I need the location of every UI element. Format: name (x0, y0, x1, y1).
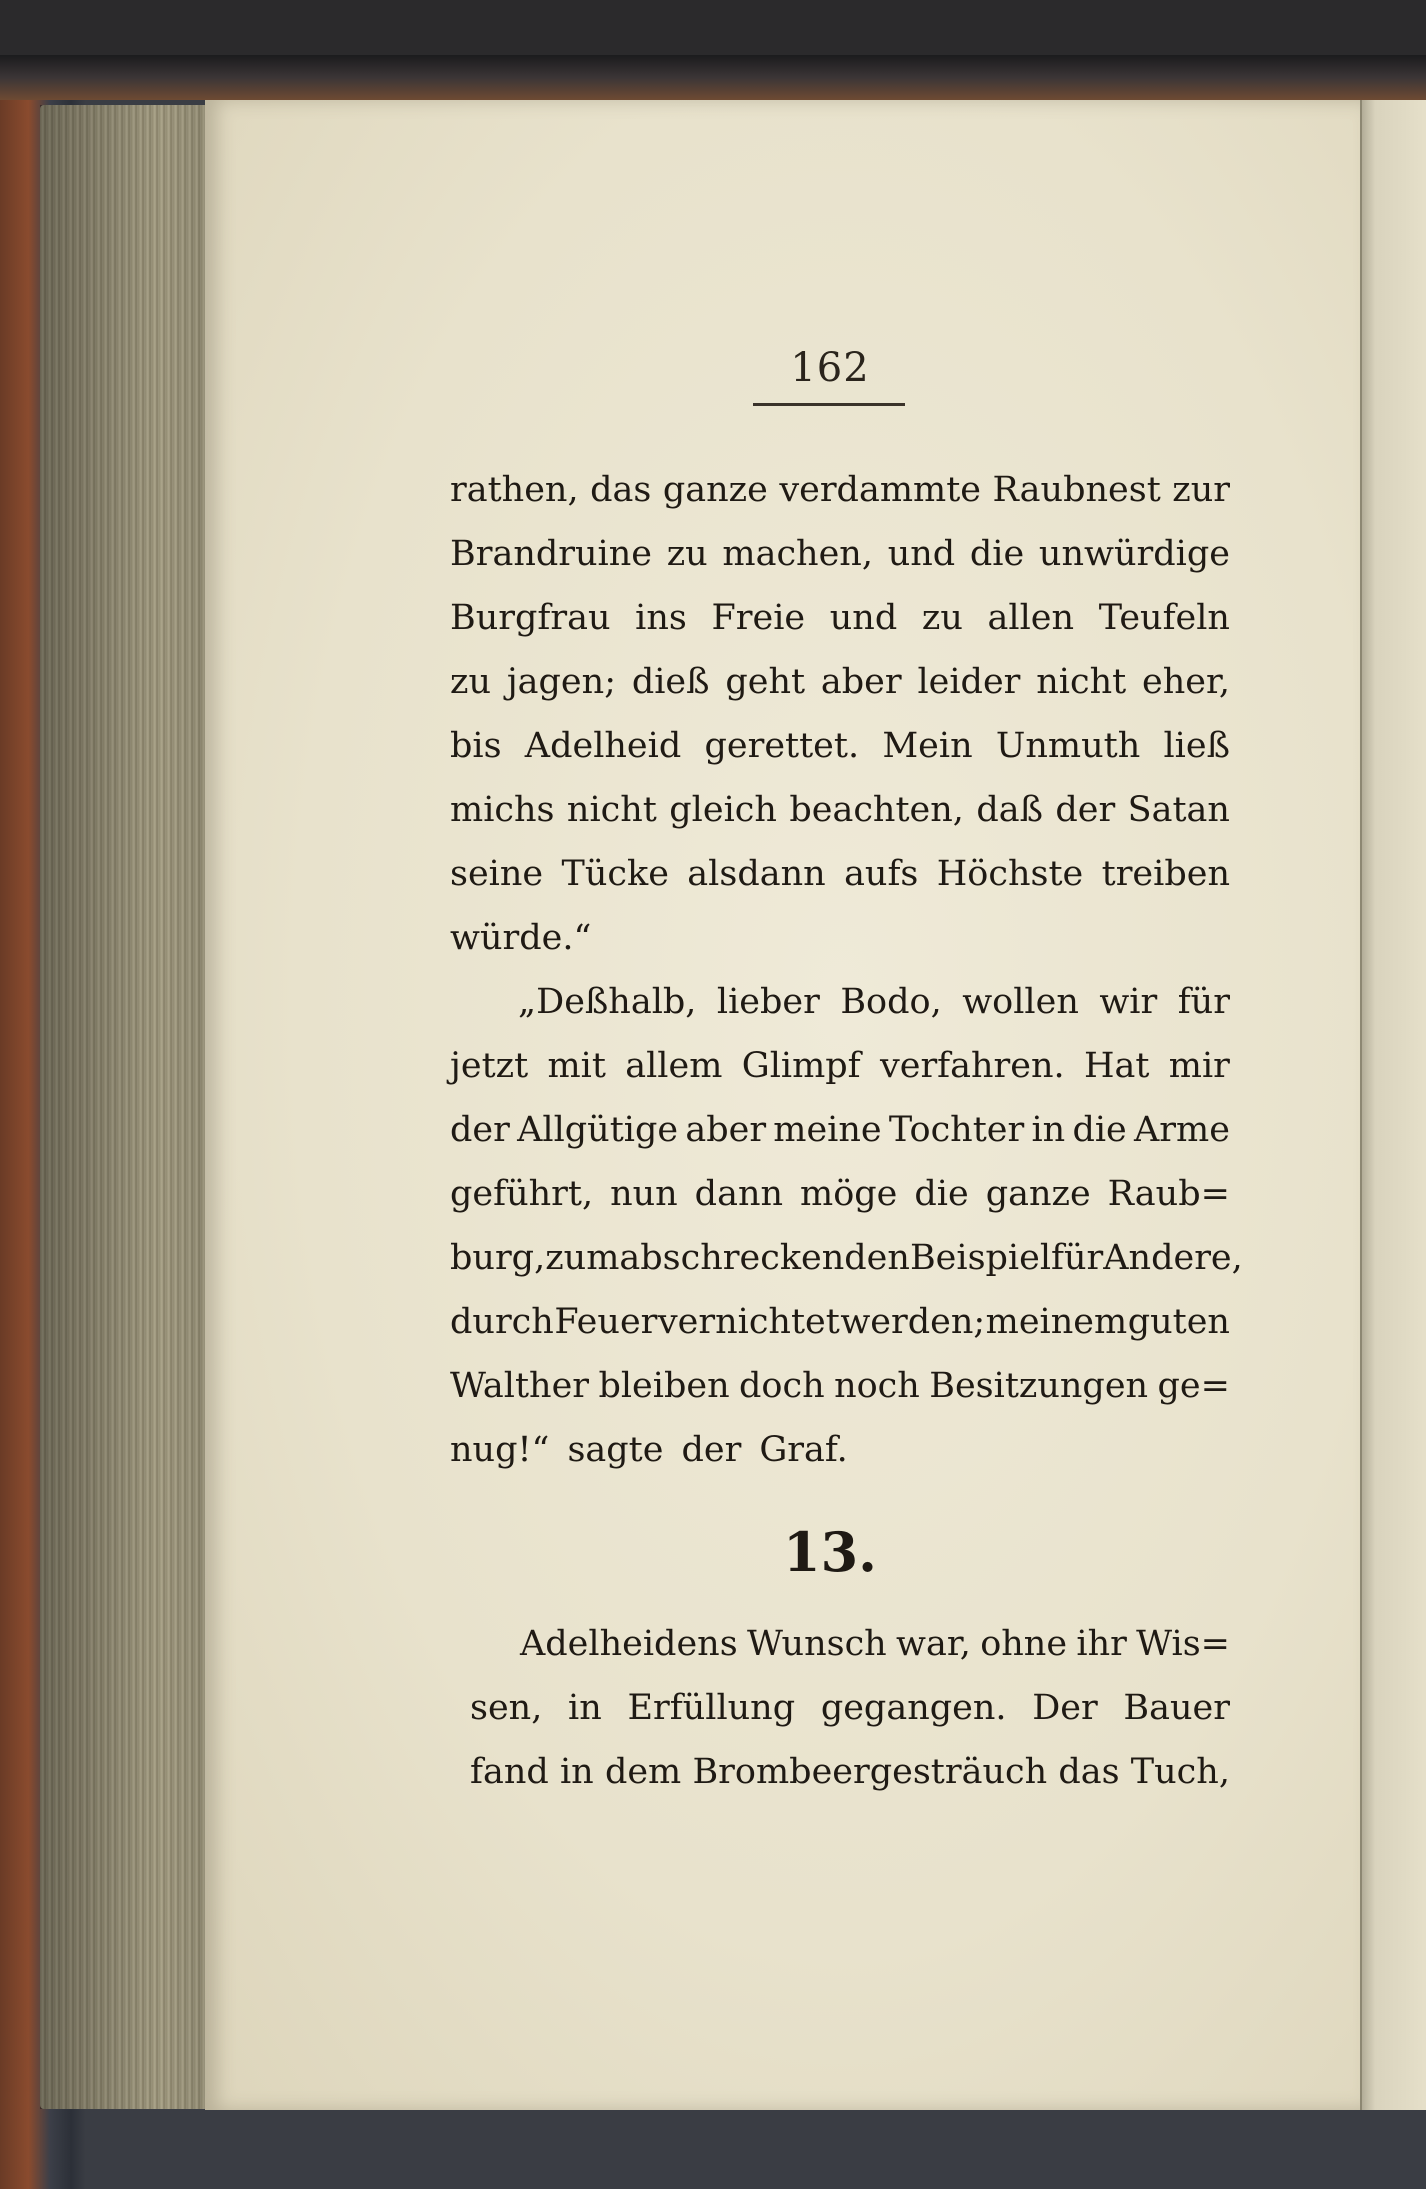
word: Glimpf (741, 1046, 861, 1086)
word: Andere, (1103, 1238, 1243, 1278)
word: guten (1127, 1302, 1230, 1342)
chapter-heading: 13. (783, 1520, 877, 1584)
word: verdammte (779, 470, 981, 510)
word: Burgfrau (450, 598, 611, 638)
word: ohne (980, 1624, 1068, 1664)
word: mit (547, 1046, 606, 1086)
word: allen (987, 598, 1075, 638)
page-number: 162 (790, 345, 870, 391)
text-line (450, 970, 1230, 1034)
word: zu (921, 598, 963, 638)
word: michs (450, 790, 555, 830)
word: werden; (840, 1302, 986, 1342)
text-line (450, 778, 1230, 842)
word: Hat (1084, 1046, 1150, 1086)
word: Adelheid (524, 726, 682, 766)
word: bis (450, 726, 502, 766)
word: geführt, (450, 1174, 594, 1214)
paragraph-1 (450, 458, 1230, 970)
word: sen, (470, 1688, 543, 1728)
word: Graf. (759, 1430, 848, 1470)
word: wollen (962, 982, 1079, 1022)
word: nicht (1036, 662, 1127, 702)
text-line (450, 1290, 1230, 1354)
word: für (1177, 982, 1230, 1022)
word: abschreckenden (619, 1238, 910, 1278)
word: die (914, 1174, 969, 1214)
word: machen, (722, 534, 873, 574)
word: zu (666, 534, 708, 574)
word: jetzt (450, 1046, 529, 1086)
word: ganze (662, 470, 768, 510)
word: Der (1032, 1688, 1098, 1728)
word: der (681, 1430, 742, 1470)
text-line (470, 1740, 1230, 1804)
word: leider (917, 662, 1021, 702)
word: Unmuth (995, 726, 1141, 766)
word: daß (976, 790, 1043, 830)
word: „Deßhalb, (518, 982, 697, 1022)
word: und (887, 534, 956, 574)
word: Brandruine (450, 534, 652, 574)
body-text (450, 458, 1243, 1482)
word: möge (800, 1174, 898, 1214)
text-line (450, 1162, 1230, 1226)
word: Freie (711, 598, 806, 638)
word: gerettet. (704, 726, 860, 766)
word: unwürdige (1038, 534, 1230, 574)
text-line (450, 1034, 1230, 1098)
text-line (450, 906, 1230, 970)
word: ge= (1157, 1366, 1230, 1406)
word: Tücke (561, 854, 669, 894)
word: dann (694, 1174, 784, 1214)
word: Satan (1127, 790, 1230, 830)
book-top-edge (0, 55, 1426, 100)
word: dieß (631, 662, 710, 702)
word: verfahren. (879, 1046, 1065, 1086)
word: Wis= (1136, 1624, 1230, 1664)
word: Walther (450, 1366, 590, 1406)
word: burg, (450, 1238, 546, 1278)
word: seine (450, 854, 544, 894)
word: Tuch, (1130, 1752, 1230, 1792)
word: Mein (882, 726, 973, 766)
word: die (969, 534, 1025, 574)
word: Raub= (1107, 1174, 1230, 1214)
word: Bauer (1123, 1688, 1230, 1728)
text-line (450, 1098, 1230, 1162)
word: sagte (567, 1430, 664, 1470)
word: ihr (1076, 1624, 1127, 1664)
word: nicht (566, 790, 657, 830)
word: bleiben (598, 1366, 730, 1406)
word: gleich (669, 790, 777, 830)
paragraph-2 (450, 970, 1243, 1482)
word: lieber (716, 982, 820, 1022)
paragraph-3 (470, 1612, 1230, 1804)
word: ins (635, 598, 687, 638)
word: meinem (985, 1302, 1128, 1342)
word: doch (739, 1366, 825, 1406)
word: würde.“ (450, 918, 592, 958)
word: Arme (1134, 1110, 1230, 1150)
text-line (450, 586, 1230, 650)
word: aber (685, 1110, 767, 1150)
facing-page-edge (1360, 100, 1426, 2110)
word: Adelheidens (520, 1624, 738, 1664)
text-line (470, 1676, 1230, 1740)
word: jagen; (506, 662, 616, 702)
word: nun (610, 1174, 678, 1214)
word: geht (725, 662, 806, 702)
word: allem (625, 1046, 723, 1086)
word: aber (820, 662, 902, 702)
word: ganze (985, 1174, 1091, 1214)
word: für (1051, 1238, 1104, 1278)
word: in (1031, 1110, 1066, 1150)
word: zum (545, 1238, 620, 1278)
word: und (829, 598, 898, 638)
word: Erfüllung (627, 1688, 796, 1728)
word: alsdann (687, 854, 826, 894)
word: der (450, 1110, 510, 1150)
text-line (450, 458, 1230, 522)
word: beachten, (789, 790, 964, 830)
word: noch (834, 1366, 920, 1406)
word: Teufeln (1098, 598, 1230, 638)
text-line (450, 842, 1230, 906)
word: Feuer (554, 1302, 658, 1342)
text-line (450, 650, 1230, 714)
word: der (1055, 790, 1116, 830)
word: war, (896, 1624, 971, 1664)
word: mir (1168, 1046, 1230, 1086)
word: ließ (1163, 726, 1230, 766)
word: Allgütige (517, 1110, 679, 1150)
word: fand (470, 1752, 549, 1792)
text-line (470, 1612, 1230, 1676)
word: Beispiel (909, 1238, 1052, 1278)
word: in (568, 1688, 602, 1728)
word: Höchste (936, 854, 1084, 894)
word: in (559, 1752, 594, 1792)
word: wir (1099, 982, 1158, 1022)
text-line (450, 1226, 1243, 1290)
text-line (450, 714, 1230, 778)
text-line (450, 522, 1230, 586)
word: gegangen. (820, 1688, 1007, 1728)
word: eher, (1142, 662, 1230, 702)
word: Brombeergesträuch (692, 1752, 1048, 1792)
word: das (590, 470, 652, 510)
word: das (1058, 1752, 1120, 1792)
word: zur (1172, 470, 1230, 510)
text-line (450, 1354, 1230, 1418)
word: Tochter (888, 1110, 1025, 1150)
word: dem (604, 1752, 682, 1792)
word: aufs (844, 854, 919, 894)
word: zu (450, 662, 491, 702)
word: nug!“ (450, 1430, 550, 1470)
word: durch (450, 1302, 554, 1342)
word: die (1072, 1110, 1127, 1150)
page-number-rule (753, 403, 905, 406)
word: rathen, (450, 470, 579, 510)
word: meine (773, 1110, 882, 1150)
word: treiben (1101, 854, 1230, 894)
word: vernichtet (657, 1302, 840, 1342)
word: Raubnest (992, 470, 1161, 510)
word: Besitzungen (929, 1366, 1149, 1406)
word: Bodo, (840, 982, 942, 1022)
word: Wunsch (746, 1624, 887, 1664)
body-text-2 (470, 1612, 1230, 1804)
text-line (450, 1418, 1230, 1482)
